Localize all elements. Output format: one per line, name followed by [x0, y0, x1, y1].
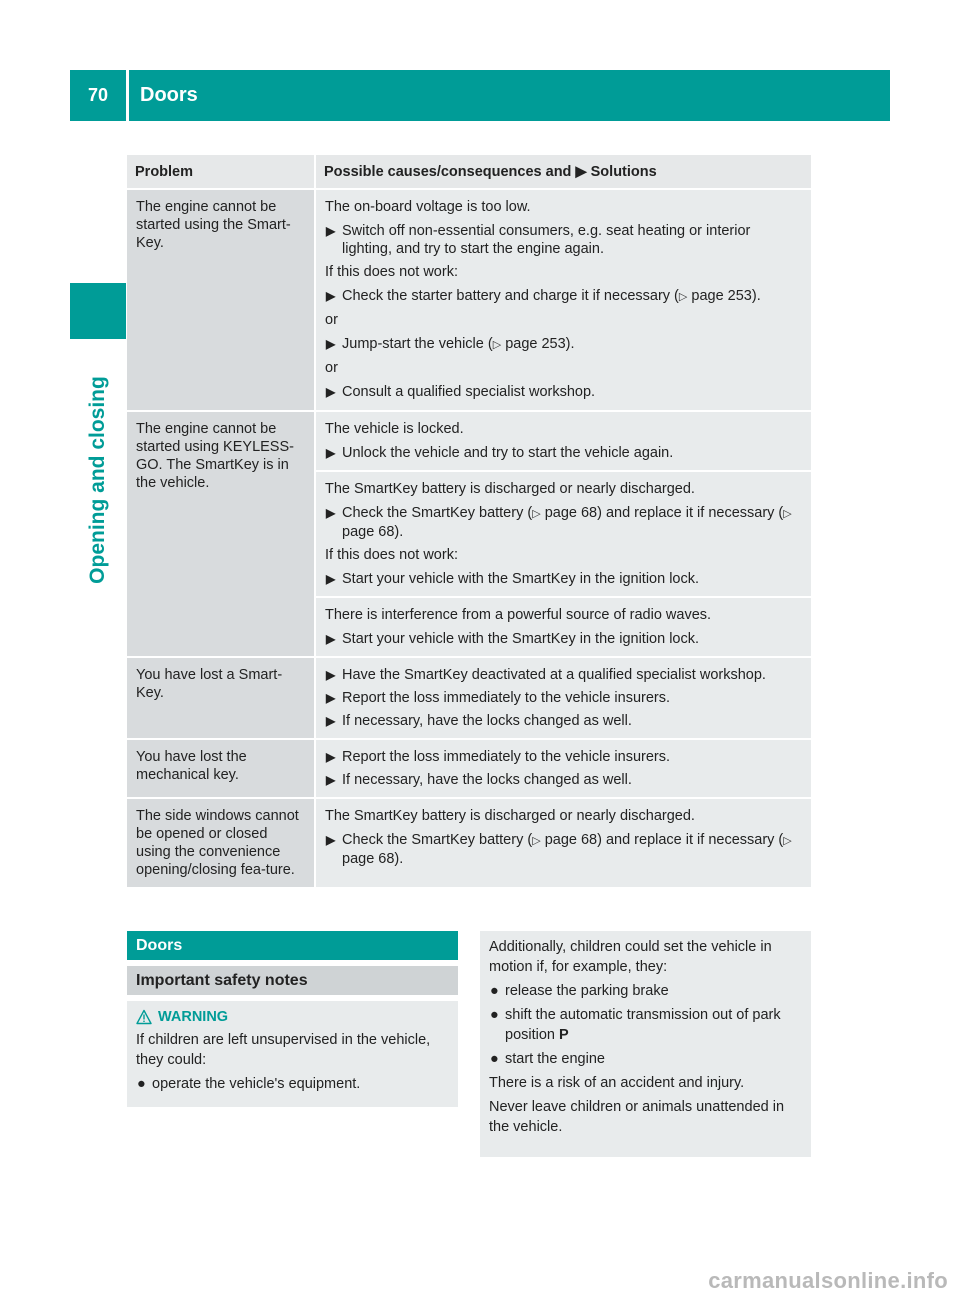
- solution-step: [325, 504, 803, 541]
- solution-step: [325, 689, 803, 707]
- solution-step: [325, 748, 803, 766]
- step-text: Unlock the vehicle and try to start the vehicle again.: [342, 445, 674, 461]
- step-text: Report the loss immediately to the vehicle insurers.: [342, 690, 671, 706]
- table-header-row: [127, 155, 811, 189]
- step-text: Start your vehicle with the SmartKey in the ignition lock.: [342, 631, 700, 647]
- list-item: [489, 981, 803, 1001]
- solution-step: [325, 383, 803, 401]
- list-item-text: release the parking brake: [505, 983, 669, 999]
- problem-cell: [127, 411, 315, 657]
- step-text: Have the SmartKey deactivated at a qualified specialist workshop.: [342, 667, 766, 683]
- solution-cell: [315, 798, 811, 887]
- risk-text: There is a risk of an accident and injury.: [489, 1075, 745, 1091]
- gear-position: P: [559, 1027, 569, 1043]
- arrow-right-icon: ▶: [326, 385, 336, 399]
- page-ref-icon: ▷: [783, 835, 792, 847]
- arrow-right-icon: ▶: [575, 164, 587, 180]
- arrow-right-icon: ▶: [326, 668, 336, 682]
- step-text: Switch off non-essential consumers, e.g. seat heating or interior lighting, and try to start the engine again.: [342, 223, 751, 257]
- arrow-right-icon: ▶: [326, 446, 336, 460]
- problem-text: The engine cannot be started using KEYLESS-GO. The SmartKey is in the vehicle.: [136, 421, 294, 491]
- problem-text: You have lost the mechanical key.: [136, 749, 247, 783]
- solution-step: [325, 630, 803, 648]
- chapter-label: Opening and closing: [86, 376, 109, 584]
- page-title: Doors: [140, 84, 198, 106]
- page-reference[interactable]: page 68).: [342, 851, 404, 867]
- step-text: Start your vehicle with the SmartKey in the ignition lock.: [342, 571, 700, 587]
- column-header-problem: Problem: [127, 155, 315, 189]
- watermark: carmanualsonline.info: [708, 1268, 948, 1293]
- cause-text: The SmartKey battery is discharged or nearly discharged.: [325, 808, 695, 824]
- list-item: [136, 1074, 450, 1094]
- arrow-right-icon: ▶: [326, 691, 336, 705]
- cause-text: The vehicle is locked.: [325, 421, 464, 437]
- page-reference[interactable]: page 253).: [691, 288, 761, 304]
- header-divider: [126, 70, 129, 121]
- solution-step: [325, 444, 803, 462]
- warning-continuation-box: [480, 931, 811, 1157]
- arrow-right-icon: ▶: [326, 632, 336, 646]
- page-ref-icon: ▷: [678, 291, 688, 303]
- arrow-right-icon: ▶: [326, 337, 336, 351]
- solution-step: [325, 666, 803, 684]
- cause-text: There is interference from a powerful source of radio waves.: [325, 607, 712, 623]
- step-text: page 68) and replace it if necessary (: [544, 505, 784, 521]
- table-row: [127, 739, 811, 798]
- solution-step: [325, 222, 803, 258]
- section-heading-doors: Doors: [127, 931, 458, 960]
- arrow-right-icon: ▶: [326, 224, 336, 238]
- solution-step: [325, 570, 803, 588]
- arrow-right-icon: ▶: [326, 750, 336, 764]
- step-text: If necessary, have the locks changed as well.: [342, 772, 632, 788]
- arrow-right-icon: ▶: [326, 572, 336, 586]
- warning-text: If children are left unsupervised in the vehicle, they could:: [136, 1032, 431, 1068]
- list-item: [489, 1049, 803, 1069]
- solution-cell: [315, 471, 811, 597]
- arrow-right-icon: ▶: [326, 289, 336, 303]
- condition-text: If this does not work:: [325, 547, 458, 563]
- warning-header: [136, 1007, 450, 1027]
- column-header-solutions-suffix: Solutions: [590, 164, 657, 180]
- arrow-right-icon: ▶: [326, 714, 336, 728]
- bullet-icon: ●: [490, 1007, 499, 1023]
- bullet-icon: ●: [137, 1076, 146, 1092]
- column-header-solutions: [315, 155, 811, 189]
- solution-step: [325, 335, 803, 354]
- solution-cell: [315, 657, 811, 739]
- problem-text: The side windows cannot be opened or closed using the convenience opening/closing fea-ture.: [136, 808, 299, 878]
- warning-label: WARNING: [158, 1009, 229, 1025]
- list-item-text: shift the automatic transmission out of park position: [505, 1007, 781, 1043]
- warning-triangle-icon: [136, 1009, 152, 1025]
- cause-text: The SmartKey battery is discharged or nearly discharged.: [325, 481, 695, 497]
- page-ref-icon: ▷: [532, 835, 541, 847]
- subsection-heading-safety: Important safety notes: [127, 966, 458, 995]
- arrow-right-icon: ▶: [326, 773, 336, 787]
- solution-step: [325, 287, 803, 306]
- warning-box: [127, 1001, 458, 1107]
- advice-text: Never leave children or animals unattended in the vehicle.: [489, 1099, 785, 1135]
- continuation-text: Additionally, children could set the vehicle in motion if, for example, they:: [489, 939, 772, 975]
- troubleshooting-table: [127, 155, 811, 887]
- problem-text: You have lost a Smart-Key.: [136, 667, 283, 701]
- step-text: If necessary, have the locks changed as well.: [342, 713, 632, 729]
- bullet-icon: ●: [490, 1051, 499, 1067]
- step-text: Check the SmartKey battery (: [342, 832, 533, 848]
- solution-cell: [315, 739, 811, 798]
- solution-step: [325, 712, 803, 730]
- list-item-text: operate the vehicle's equipment.: [152, 1076, 361, 1092]
- list-item: [489, 1005, 803, 1045]
- table-row: [127, 411, 811, 471]
- problem-text: The engine cannot be started using the Smart-Key.: [136, 199, 291, 251]
- or-text: or: [325, 312, 338, 328]
- step-text: Jump-start the vehicle (: [342, 336, 493, 352]
- page-ref-icon: ▷: [532, 508, 541, 520]
- page-number: 70: [87, 85, 109, 105]
- solution-cell: [315, 597, 811, 657]
- page-reference[interactable]: page 253).: [505, 336, 575, 352]
- table-row: [127, 189, 811, 411]
- problem-cell: [127, 798, 315, 887]
- step-text: page 68) and replace it if necessary (: [544, 832, 784, 848]
- step-text: Check the starter battery and charge it if necessary (: [342, 288, 679, 304]
- list-item-text: start the engine: [505, 1051, 605, 1067]
- or-text: or: [325, 360, 338, 376]
- condition-text: If this does not work:: [325, 264, 458, 280]
- page-reference[interactable]: page 68).: [342, 524, 404, 540]
- sidebar-tab-marker: [70, 283, 126, 339]
- table-row: [127, 657, 811, 739]
- solution-step: [325, 831, 803, 868]
- table-row: [127, 798, 811, 887]
- page-ref-icon: ▷: [783, 508, 792, 520]
- bullet-icon: ●: [490, 983, 499, 999]
- solution-cell: [315, 411, 811, 471]
- solution-cell: [315, 189, 811, 411]
- arrow-right-icon: ▶: [326, 833, 336, 847]
- step-text: Report the loss immediately to the vehicle insurers.: [342, 749, 671, 765]
- problem-cell: [127, 739, 315, 798]
- problem-cell: [127, 189, 315, 411]
- step-text: Consult a qualified specialist workshop.: [342, 384, 596, 400]
- page-ref-icon: ▷: [492, 339, 502, 351]
- problem-cell: [127, 657, 315, 739]
- step-text: Check the SmartKey battery (: [342, 505, 533, 521]
- cause-text: The on-board voltage is too low.: [325, 199, 531, 215]
- solution-step: [325, 771, 803, 789]
- arrow-right-icon: ▶: [326, 506, 336, 520]
- column-header-solutions-text: Possible causes/consequences and: [324, 164, 572, 180]
